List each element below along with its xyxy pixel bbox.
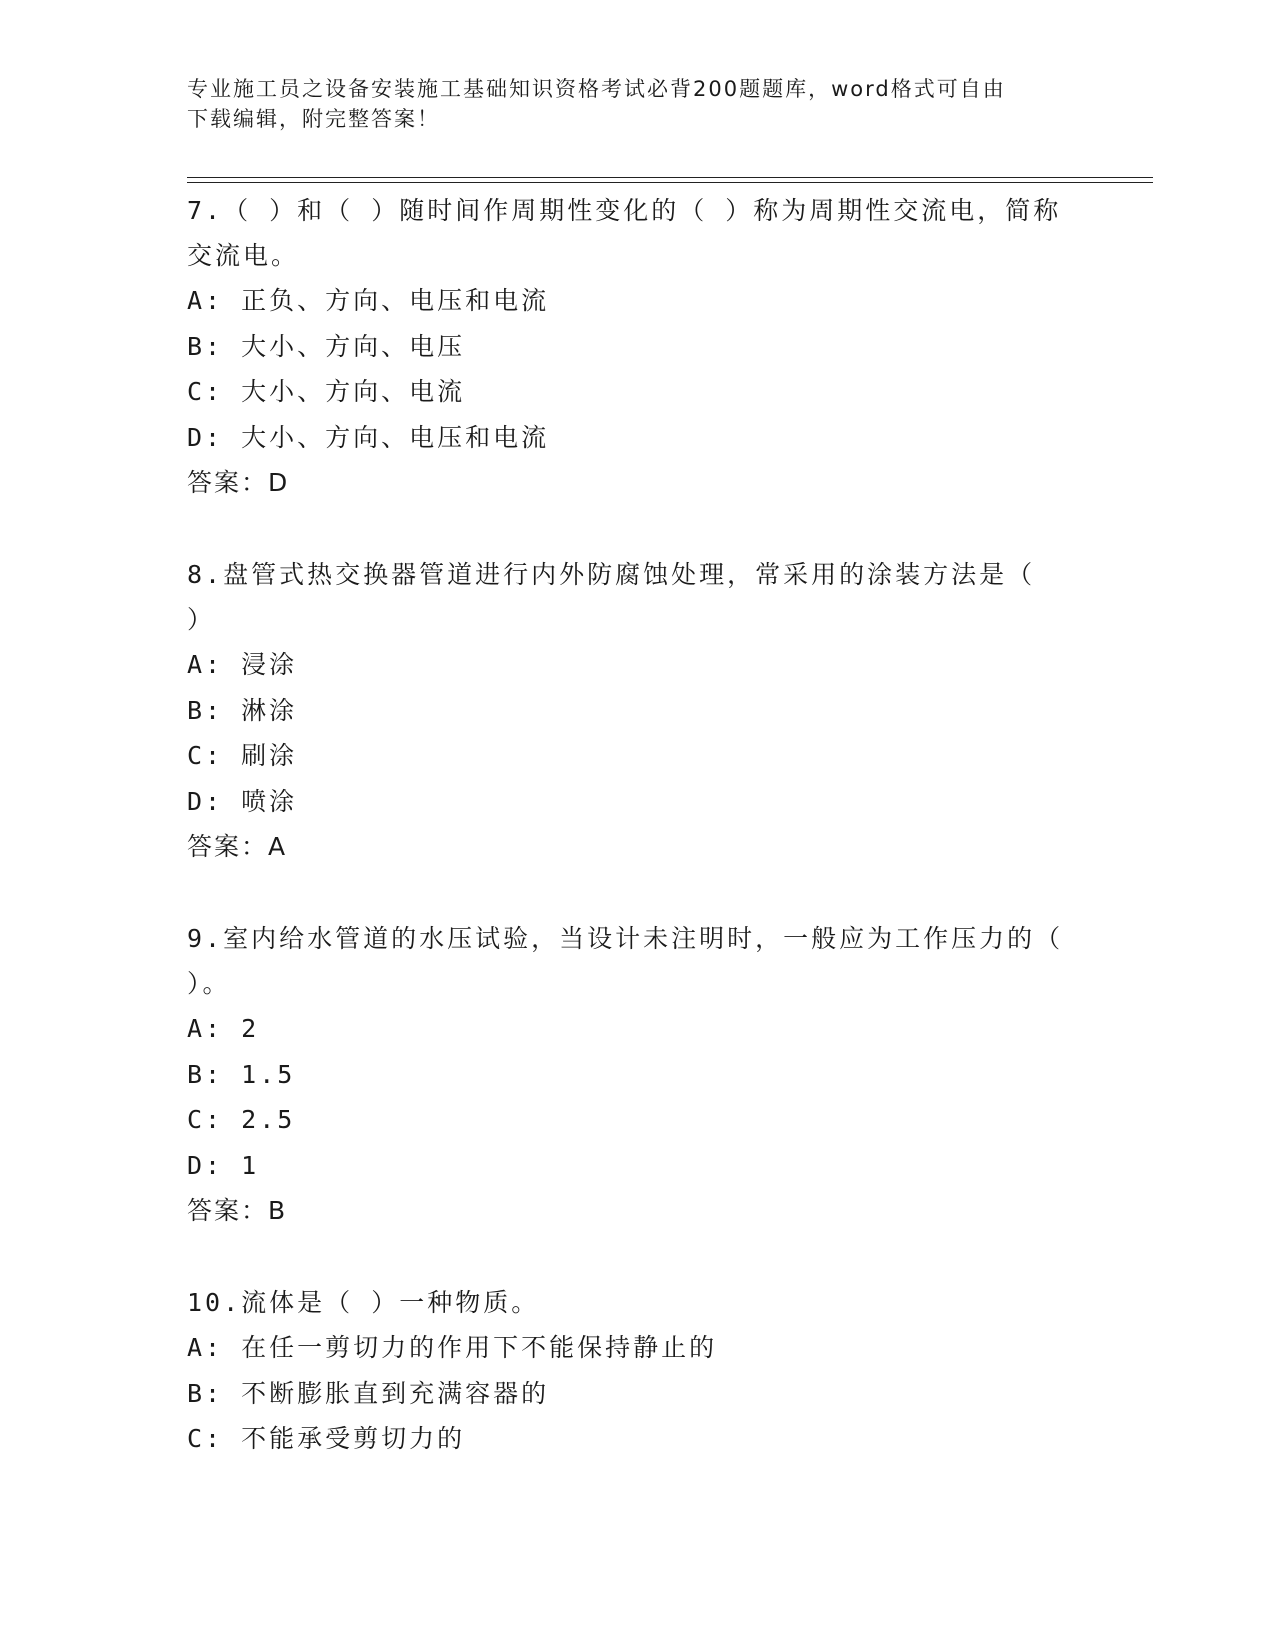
header-rule-top <box>187 177 1153 178</box>
option-c: C: 不能承受剪切力的 <box>187 1424 466 1453</box>
option-a: A: 在任一剪切力的作用下不能保持静止的 <box>187 1333 718 1362</box>
option-d: D: 大小、方向、电压和电流 <box>187 422 550 452</box>
option-c: C: 刷涂 <box>187 741 298 770</box>
answer-label: 答案： <box>187 468 269 497</box>
option-c: C: 大小、方向、电流 <box>187 377 466 406</box>
answer-label: 答案： <box>187 832 269 861</box>
header-rule-bottom <box>187 182 1153 183</box>
question-10 <box>187 1280 1067 1462</box>
answer-value: D <box>268 468 290 497</box>
answer-value: A <box>268 832 288 861</box>
option-c: C: 2.5 <box>187 1105 296 1134</box>
question-9 <box>187 916 1067 1234</box>
answer-line <box>187 824 1067 870</box>
answer-value: B <box>268 1196 288 1225</box>
answer-line <box>187 1188 1067 1234</box>
question-stem: 9.室内给水管道的水压试验，当设计未注明时，一般应为工作压力的（ ）。 <box>187 924 1064 998</box>
option-d: D: 喷涂 <box>187 786 298 816</box>
option-b: B: 淋涂 <box>187 695 298 725</box>
question-stem: 8.盘管式热交换器管道进行内外防腐蚀处理，常采用的涂装方法是（ ） <box>187 560 1036 634</box>
question-8 <box>187 552 1067 870</box>
question-stem: 10.流体是（ ）一种物质。 <box>187 1288 540 1317</box>
answer-label: 答案： <box>187 1196 269 1225</box>
question-stem: 7.（ ）和（ ）随时间作周期性变化的（ ）称为周期性交流电，简称交流电。 <box>187 196 1062 270</box>
option-b: B: 不断膨胀直到充满容器的 <box>187 1378 550 1408</box>
question-7 <box>187 188 1067 506</box>
option-a: A: 浸涂 <box>187 650 298 679</box>
document-header: 专业施工员之设备安装施工基础知识资格考试必背200题题库，word格式可自由 下载编辑，附完整答案！ <box>187 77 1006 131</box>
option-b: B: 1.5 <box>187 1059 296 1089</box>
option-a: A: 正负、方向、电压和电流 <box>187 286 550 315</box>
answer-line <box>187 460 1067 506</box>
option-b: B: 大小、方向、电压 <box>187 331 466 361</box>
option-d: D: 1 <box>187 1150 260 1180</box>
option-a: A: 2 <box>187 1014 260 1043</box>
